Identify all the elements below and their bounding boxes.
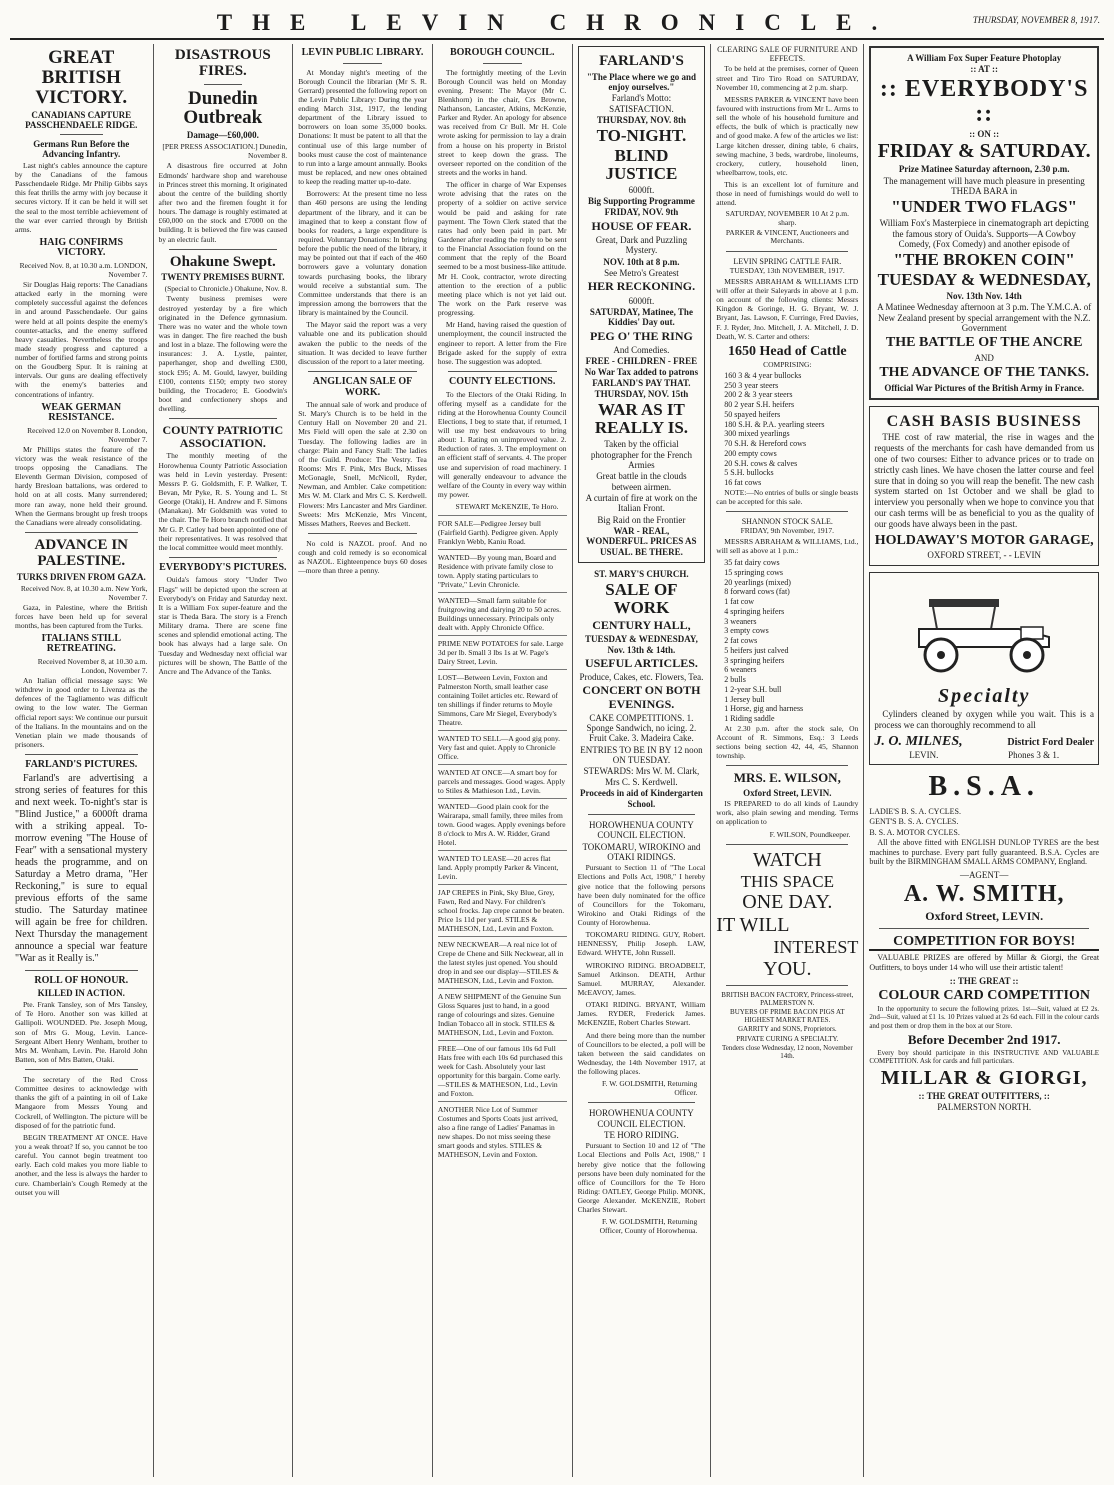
election-text: Pursuant to Section 11 of "The Local Elections and Polls Act, 1908," I hereby give notice that the following persons have been duly nominated for the office of Councillors for the Tokomaru, Wirokino and Otaki Ridings of the County of Horowhenua.	[577, 863, 706, 928]
election-otaki: OTAKI RIDING. BRYANT, William James. RYDER, Frederick James. McKENZIE, Robert Charles Stewart.	[577, 1000, 706, 1028]
ford-phones: Phones 3 & 1.	[1008, 750, 1060, 761]
subhead-turks: TURKS DRIVEN FROM GAZA.	[16, 571, 146, 582]
motor-car-illustration	[899, 581, 1069, 681]
list-item: 2 bulls	[724, 675, 746, 685]
church-title: ST. MARY'S CHURCH.	[594, 568, 689, 579]
advert-spring-cattle-fair	[716, 257, 858, 506]
watch-line: ONE DAY.	[742, 891, 833, 914]
article-turks: Gaza, in Palestine, where the British forces have been held up for several months, has been captured from the Turks.	[15, 602, 148, 630]
list-item: 3 empty cows	[724, 626, 769, 636]
column-6	[711, 44, 864, 1477]
divider	[25, 754, 138, 755]
election-wirokino: WIROKINO RIDING. BROADBELT, Samuel Atkinson. DEATH, Arthur Samuel. MURRAY, Alexander. McEAVOY, James.	[577, 960, 706, 998]
headline-roll: ROLL OF HONOUR.	[34, 974, 129, 986]
list-item: 35 fat dairy cows	[724, 558, 780, 568]
advert-shannon-sale	[716, 517, 858, 760]
article-elections: To the Electors of the Otaki Riding. In offering myself as a candidate for the riding at the Horowhenua County Council Elections, I beg to state that, if returned, I will use my best endeavours to bring about: 1. Rating on unimproved value. 2. Reduction of rates. 3. The employment on an efficient staff of servants. 4. The proper use and supervision of road machinery. I will generally endeavour to advance the welfare of the County in every way within my power.	[437, 389, 567, 500]
divider	[879, 928, 1089, 929]
list-item: 200 2 & 3 year steers	[724, 390, 793, 400]
farlands-motto: Farland's Motto: SATISFACTION.	[609, 93, 674, 114]
article-everybodys: Ouida's famous story "Under Two Flags" will be depicted upon the screen at Everybody's on Friday and Saturday next. It is a William Fox super-feature and the star is Theda Bara. The story is a French Military drama. There are scene fine scenes and splendid emotional acting. The book has always had a large sale. On Tuesday and Wednesday next official war pictures will be shown, The Battle of the Ancre and The Advance of the Tanks.	[158, 575, 288, 676]
divider	[588, 1102, 696, 1103]
column-7	[864, 44, 1104, 1477]
dateline-weak: Received 12.0 on November 8. London, November 7.	[27, 425, 148, 444]
everybodys-days: FRIDAY & SATURDAY.	[877, 140, 1091, 163]
church-produce: Produce, Cakes, etc. Flowers, Tea.	[579, 672, 704, 683]
list-item: 2 fat cows	[724, 636, 758, 646]
misc-notice: PRIVATE CURING A SPECIALTY.	[736, 1034, 839, 1043]
classified-ad: WANTED AT ONCE—A smart boy for parcels and messages. Good wages. Apply to Stiles & Mathieson Ltd., Levin.	[438, 764, 567, 798]
church-dates: TUESDAY & WEDNESDAY, Nov. 13th & 14th.	[585, 634, 698, 655]
headline-elections: COUNTY ELECTIONS.	[449, 376, 556, 387]
holdaway-address: OXFORD STREET, - - LEVIN	[927, 550, 1041, 560]
boys-great: :: THE GREAT ::	[949, 975, 1019, 986]
list-item: 1 fat cow	[724, 597, 755, 607]
dateline-dunedin: [PER PRESS ASSOCIATION.] Dunedin, November 8.	[162, 142, 288, 161]
list-item: 300 mixed yearlings	[724, 429, 790, 439]
divider	[204, 84, 243, 85]
everybodys-ymca: A Matinee Wednesday afternoon at 3 p.m. The Y.M.C.A. of New Zealand present by special arrangement with the N.Z. Government	[877, 302, 1092, 334]
list-item: 5 heifers just calved	[724, 645, 789, 655]
boys-outfitters: :: THE GREAT OUTFITTERS, ::	[918, 1090, 1050, 1101]
article-italians: An Italian official message says: We withdrew in good order to Livenza as the defences of the Tagliamento was difficult owing to the low water. The German official report says: We continue our pursuit of the Italians. In the mountains and on the Venetian plain we made thousands of prisoners.	[15, 675, 148, 749]
list-item: 16 fat cows	[724, 478, 762, 488]
column-4	[433, 44, 573, 1477]
election-title: HOROWHENUA COUNTY COUNCIL ELECTION.	[589, 819, 694, 841]
farlands-curtain: A curtain of fire at work on the Italian Front.	[585, 492, 698, 514]
watch-line: WATCH	[752, 848, 822, 871]
advert-nazol: No cold is NAZOL proof. And no cough and cold remedy is so economical as NAZOL. Eighteenpence buys 60 doses—more than three a penny.	[298, 538, 427, 576]
advert-treatment: BEGIN TREATMENT AT ONCE. Have you a weak throat? If so, you cannot be too careful. You cannot begin treatment too early. Each cold makes you more liable to another, and the less is always the harder to cure. Chamberlain's Cough Remedy at the outset you will	[15, 1132, 148, 1197]
clearing-text-2: MESSRS PARKER & VINCENT have been favoured with instructions from Mr L. Arms to sell the whole of his household furniture and effects, the bulk of which is practically new and of good make. A few of the articles we list: Large kitchen dresser, dining table, 6 chairs, sewing machine, 3 beds, wardrobe, linoleums, crockery, cutlery, household linen, wheelbarrow, tools, etc.	[716, 94, 859, 177]
everybodys-fox: William Fox's Masterpiece in cinematograph art depicting the famous story of Ouida's. Supports—A Cowboy Comedy, (Fox Comedy) and another episode of	[879, 218, 1089, 249]
shannon-text-2: At 2.30 p.m. after the stock sale, On Account of R. Simmons, Esq.: 3 Leeds sections being section 42, 44, 45, Shannon township.	[716, 723, 859, 761]
headline-library: LEVIN PUBLIC LIBRARY.	[301, 47, 424, 58]
clearing-text: To be held at the premises, corner of Queen street and Tiro Tiro Road on SATURDAY, November 10, commencing at 2 p.m. sharp.	[716, 64, 859, 92]
dateline-italians: Received November 8, at 10.30 a.m. London, November 7.	[37, 656, 148, 675]
everybodys-at: :: AT ::	[970, 64, 999, 75]
farlands-reckoning: HER RECKONING.	[587, 279, 696, 294]
article-library-3: The Mayor said the report was a very valuable one and its publication should awaken the public to the needs of the situation. It was decided to leave further discussion of the report to a later meeting.	[298, 320, 427, 366]
church-sale: SALE OF WORK	[605, 580, 678, 618]
everybodys-novdates: Nov. 13th Nov. 14th	[946, 291, 1022, 301]
classified-ad: WANTED—Small farm suitable for fruitgrowing and dairying 20 to 50 acres. Buildings unnecessary. Principals only dealt with. Apply Chronicle Office.	[438, 592, 567, 635]
columns	[10, 44, 1104, 1477]
advert-clearing-sale	[716, 45, 858, 246]
advert-cash-basis	[869, 406, 1099, 567]
classified-ad: WANTED TO SELL—A good gig pony. Very fast and quiet. Apply to Chronicle Office.	[438, 730, 567, 764]
headline-italians: ITALIANS STILL RETREATING.	[41, 632, 122, 655]
ford-contact-row	[874, 750, 1094, 760]
divider	[60, 134, 103, 135]
farlands-thu15: THURSDAY, NOV. 15th	[594, 389, 689, 400]
everybodys-on: :: ON ::	[969, 129, 1000, 140]
church-proceeds: Proceeds in aid of Kindergarten School.	[580, 788, 703, 809]
subhead-canadians: CANADIANS CAPTURE PASSCHENDAELE RIDGE.	[25, 109, 138, 130]
church-concert: CONCERT ON BOTH EVENINGS.	[582, 683, 701, 711]
advert-everybodys	[869, 46, 1099, 400]
subhead-damage: Damage—£60,000.	[186, 130, 259, 141]
advert-watch-space	[716, 850, 858, 981]
shannon-date: FRIDAY, 9th November, 1917.	[740, 526, 835, 536]
farlands-taken: Taken by the official photographer for the French Armies	[590, 439, 693, 470]
ford-town: LEVIN.	[909, 750, 939, 761]
list-item: 20 S.H. cows & calves	[724, 458, 798, 468]
everybodys-matinee: Prize Matinee Saturday afternoon, 2.30 p.m.	[898, 164, 1070, 175]
advert-farlands	[578, 46, 706, 563]
issue-date: THURSDAY, NOVEMBER 8, 1917.	[972, 15, 1100, 25]
church-cake: CAKE COMPETITIONS. 1. Sponge Sandwich, no icing. 2. Fruit Cake. 3. Madeira Cake.	[586, 712, 697, 744]
misc-notice: GARRITY and SONS, Proprietors.	[737, 1025, 837, 1034]
farlands-house-of-fear: HOUSE OF FEAR.	[591, 218, 692, 233]
list-item: 1 Jersey bull	[724, 694, 765, 704]
classified-ad: A NEW SHIPMENT of the Genuine Sun Gloss Squares just to hand, in a good range of colourings and sizes. Genuine Indian Tobacco all in stock. STILES & MATHESON, Ltd., Levin and Foxton.	[438, 988, 567, 1040]
headline-county-patriotic: COUNTY PATRIOTIC ASSOCIATION.	[162, 423, 284, 450]
wilson-name: MRS. E. WILSON,	[733, 770, 841, 786]
farlands-tagline: "The Place where we go and enjoy ourselves."	[586, 71, 696, 92]
boys-title: COMPETITION FOR BOYS!	[869, 934, 1099, 951]
classified-ad: PRIME NEW POTATOES for sale. Large 3d per lb. Small 3 lbs 1s at W. Page's Dairy Street, Levin.	[438, 635, 567, 669]
watch-line: YOU.	[763, 958, 812, 981]
farlands-blind-justice: BLIND JUSTICE	[605, 146, 678, 183]
divider	[588, 814, 696, 815]
headline-dunedin: Dunedin Outbreak	[183, 87, 263, 129]
wilson-text: IS PREPARED to do all kinds of Laundry work, also plain sewing and mending. Terms on application to	[716, 799, 859, 827]
list-item: 4 springing heifers	[724, 606, 785, 616]
signature-mckenzie: STEWART McKENZIE, Te Horo.	[455, 502, 559, 512]
divider	[25, 1069, 138, 1070]
list-item: 1 Riding saddle	[724, 714, 775, 724]
election2-text: Pursuant to Section 10 and 12 of "The Local Elections and Polls Act, 1908," I hereby give notice that the following persons have been duly nominated for the office of Councillors for the Te Horo Riding: OATLEY, George Philip. MONK, George Alexander. McKENZIE, Robert Charles Stewart.	[577, 1141, 706, 1215]
classifieds	[438, 515, 567, 1162]
shannon-title: SHANNON STOCK SALE.	[741, 517, 833, 527]
list-item: 200 empty cows	[724, 448, 777, 458]
everybodys-official: Official War Pictures of the British Army in France.	[884, 382, 1085, 393]
classified-ad: WANTED TO LEASE—20 acres flat land. Apply promptly Parker & Vincent, Levin.	[438, 850, 567, 884]
election2-title: HOROWHENUA COUNTY COUNCIL ELECTION.	[589, 1108, 694, 1129]
boys-before: Before December 2nd 1917.	[907, 1031, 1061, 1047]
farlands-battle: Great battle in the clouds between airmen.	[596, 471, 687, 492]
clearing-signature: PARKER & VINCENT, Auctioneers and Merchants.	[725, 227, 849, 246]
list-item: 15 springing cows	[724, 567, 783, 577]
article-library-2: Borrowers: At the present time no less than 460 persons are using the lending department of the library, and it can be imagined that to keep a constant flow of books for readers, a large expenditure is required. Voluntary Donations: In bringing before the public the need of the library, it may be pointed out that if each of the 460 borrowers gave a voluntary donation towards purchasing books, the library would receive a substantial sum. The Committee understands that there is an impression among the borrowers that the library is maintained by the Council.	[298, 189, 427, 318]
divider	[726, 765, 848, 766]
everybodys-tuewed: TUESDAY & WEDNESDAY,	[877, 270, 1091, 290]
spring-date: TUESDAY, 13th NOVEMBER, 1917.	[729, 266, 845, 276]
bsa-logo-text: B.S.A.	[928, 771, 1040, 803]
everybodys-management: The management will have much pleasure in presenting THEDA BARA in	[883, 175, 1085, 197]
article-victory: Last night's cables announce the capture by the Canadians of the famous Passchendaele Ridge. Mr Philip Gibbs says this feat thrills the army with joy because it secures victory. If it can be held it will set the seal to the most terrible achievement of the war ever carried through by British arms.	[15, 160, 148, 234]
classified-ad: FOR SALE—Pedigree Jersey bull (Fairfield Garth). Pedigree given. Apply Franklyn Webb, Kaniu Road.	[438, 515, 567, 549]
farlands-friday: FRIDAY, NOV. 9th	[604, 207, 679, 218]
column-3	[293, 44, 433, 1477]
boys-text-3: Every boy should participate in this INSTRUCTIVE AND VALUABLE COMPETITION. Ask for cards and full particulars.	[869, 1048, 1100, 1065]
church-hall: CENTURY HALL,	[592, 617, 691, 632]
holdaway-name: HOLDAWAY'S MOTOR GARAGE,	[874, 532, 1094, 548]
divider	[169, 418, 278, 419]
clearing-text-3: This is an excellent lot of furniture and those in need of furnishings would do well to attend.	[716, 180, 859, 208]
everybodys-name: :: EVERYBODY'S ::	[879, 75, 1089, 127]
headline-borough: BOROUGH COUNCIL.	[449, 47, 555, 58]
headline-ohakune: Ohakune Swept.	[169, 253, 276, 270]
classified-ad: FREE—One of our famous 10s 6d Full Hats free with each 10s 6d purchased this week for Cash. Absolutely your last opportunity for this bargain. Come early.—STILES & MATHESON, Ltd., Levin and Foxton.	[438, 1040, 567, 1101]
spring-cattle-count: 1650 Head of Cattle	[728, 343, 847, 359]
classified-ad: LOST—Between Levin, Foxton and Palmerston North, small leather case containing Toilet articles etc. Reward of ten shillings if finder returns to Moyle Simmons, Care Mr Siegel, Everybody's Theatre.	[438, 669, 567, 730]
list-item: 8 forward cows (fat)	[724, 587, 790, 597]
wilson-signature: F. WILSON, Poundkeeper.	[769, 829, 851, 839]
bsa-ladies: LADIE'S B. S. A. CYCLES.	[869, 807, 962, 817]
everybodys-under-two-flags: "UNDER TWO FLAGS"	[891, 197, 1078, 217]
list-item: 250 3 year steers	[724, 380, 779, 390]
divider	[343, 63, 382, 64]
dateline-turks: Received Nov. 8, at 10.30 a.m. New York, November 7.	[20, 583, 148, 602]
smith-name: A. W. SMITH,	[903, 881, 1065, 908]
article-library-1: At Monday night's meeting of the Borough Council the librarian (Mr S. R. Gerrard) presented the following report on the Levin Public Library: During the year ending March 31st, 1917, the lending department of the Library issued to borrowers on loan some 35,000 books. Donations: It must be patent to all that the continual use of this large number of books must cause the cost of maintenance to run into a large amount annually. Books must be replaced, and new ones obtained to keep the reading matter up-to-date.	[298, 67, 427, 187]
farlands-title: FARLAND'S	[599, 53, 684, 69]
classified-ad: JAP CREPES in Pink, Sky Blue, Grey, Fawn, Red and Navy. For children's school frocks. Jap crepe cannot be beaten. Price 1s 11d per yard. STILES & MATHESON, Ltd., Levin and Foxton.	[438, 884, 567, 936]
bsa-motor: B. S. A. MOTOR CYCLES.	[869, 827, 960, 837]
spring-comprising: COMPRISING:	[763, 360, 812, 370]
watch-line: THIS SPACE	[740, 871, 834, 891]
election-tokomaru: TOKOMARU RIDING. GUY, Robert. HENNESSY, Philip Joseph. LAW, Edward. WHYTE, John Russell.	[577, 930, 706, 958]
boys-town: PALMERSTON NORTH.	[937, 1102, 1032, 1113]
farlands-saturday: SATURDAY, Matinee, The Kiddies' Day out.	[589, 306, 693, 328]
column-1	[10, 44, 154, 1477]
farlands-peg: PEG O' THE RING	[590, 328, 693, 343]
list-item: 5 S.H. bullocks	[724, 468, 774, 478]
classified-ad: NEW NECKWEAR—A real nice lot of Crepe de Chene and Silk Neckwear, all in the latest styles just opened. You should drop in and see our display—STILES & MATHESON, Ltd., Levin and Foxton.	[438, 936, 567, 988]
article-borough-2: The officer in charge of War Expenses wrote advising that the rates on the property of a soldier on active service would be paid and asking for rate payment. The Town Clerk stated that the rates had only been paid in part. Mr Gardener after reading the reply to be sent to the Financial Association found on the comment that the reply of the Board seemed to be a most business-like attitude. Mr H. Cook, contractor, wrote directing attention to the erection of a public meeting place which is not yet laid out. The work on the Park reserve was progressing.	[437, 180, 567, 318]
dateline-haig: Received Nov. 8, at 10.30 a.m. LONDON, November 7.	[19, 260, 148, 279]
divider	[308, 371, 417, 372]
notice-election	[578, 820, 706, 1097]
bsa-logo	[869, 771, 1099, 803]
spring-text: MESSRS ABRAHAM & WILLIAMS LTD will offer at their Saleyards in above at 1 p.m. on account of the following clients: Messrs Kingdon & Goringe, H. G. Bryant, W. J. Bryant, Jas. Lawson, F. Curringe, Fred Davies, F. J. Ryder, Jno. Mitchell, J. A. Mitchell, J. D. Death, W. S. Carter and others:	[716, 276, 859, 341]
list-item: 3 springing heifers	[724, 655, 785, 665]
ford-text: Cylinders cleaned by oxygen while you wait. This is a process we can thoroughly recommend to all	[874, 709, 1095, 731]
everybodys-and: AND	[974, 352, 994, 363]
headline-haig: HAIG CONFIRMS VICTORY.	[39, 236, 124, 259]
farlands-house-desc: Great, Dark and Puzzling Mystery.	[595, 234, 688, 256]
classified-ad: WANTED—Good plain cook for the Wairarapa, small family, three miles from town. Good wages. Apply evenings before 8 o'clock to Mrs A. W. Ridder, Grand Hotel.	[438, 798, 567, 850]
farlands-war: WAR AS IT REALLY IS.	[594, 400, 689, 438]
everybodys-presents: A William Fox Super Feature Photoplay	[907, 53, 1062, 63]
ford-dealer: District Ford Dealer	[1007, 737, 1095, 749]
divider	[25, 970, 138, 971]
farlands-thursday: THURSDAY, NOV. 8th	[596, 114, 687, 125]
newspaper-title: THE LEVIN CHRONICLE.	[216, 10, 898, 35]
article-anglican: The annual sale of work and produce of St. Mary's Church is to be held in the Century Hall on November 20 and 21. Mrs Field will open the sale at 2.30 on Tuesday. The following ladies are in charge: Plain and Fancy Stall: The ladies of the Guild. Produce: The Vestry. Tea Rooms: Mrs F. Pink, Mrs Buck, Misses McGonagle, Snell, McNicoll, Ryder, Newman, and Ambler. Cake competition: Mrs W. M. Clark and Mrs C. S. Kerdwell. Flowers: Mrs Lancaster and Mrs Gardiner. Sweets: Mrs McKenzie, Mrs Vincent, Misses Mathers, Reeves and Beckett.	[298, 400, 427, 528]
farlands-supporting: Big Supporting Programme	[588, 196, 695, 207]
list-item: 1 Horse, gig and harness	[724, 704, 804, 714]
watch-line: IT WILL	[716, 914, 790, 937]
bsa-text: All the above fitted with ENGLISH DUNLOP TYRES are the best machines to purchase. Every part fully guaranteed. B.S.A. Cycles are built by the BIRMINGHAM SMALL ARMS COMPANY, England.	[869, 837, 1100, 867]
column-2	[154, 44, 294, 1477]
list-item: 50 spayed heifers	[724, 409, 781, 419]
masthead	[10, 6, 1104, 40]
wilson-address: Oxford Street, LEVIN.	[743, 787, 832, 798]
farlands-wonderful: WAR - REAL, WONDERFUL. PRICES AS USUAL. BE THERE.	[586, 525, 697, 557]
advert-wilson	[716, 771, 858, 838]
article-redcross: The secretary of the Red Cross Committee desires to acknowledge with thanks the gift of a painting in oil of Lake Mangaore from Messrs Young and Cockrell, of Wellington. The picture will be disposed of for the patriotic fund.	[15, 1075, 148, 1130]
misc-notice: Tenders close Wednesday, 12 noon, November 14th.	[721, 1043, 853, 1060]
misc-notice: BUYERS OF PRIME BACON PIGS AT HIGHEST MARKET RATES.	[730, 1008, 845, 1025]
divider	[726, 251, 848, 252]
subhead-twenty: TWENTY PREMISES BURNT.	[161, 272, 285, 283]
classified-ad: ANOTHER Nice Lot of Summer Costumes and Sports Coats just arrived, also a fine range of Ladies' Panamas in new shapes. Do not miss seeing these smart goods and styles. STILES & MATHESON, Levin and Foxton.	[438, 1101, 567, 1162]
farlands-reck-length: 6000ft.	[628, 295, 655, 306]
advert-ford	[869, 572, 1099, 765]
headline-everybodys: EVERYBODY'S PICTURES.	[159, 561, 287, 573]
watch-line: INTEREST	[773, 937, 859, 958]
farlands-blind-length: 6000ft.	[628, 184, 655, 195]
farlands-nov10: NOV. 10th at 8 p.m.	[603, 256, 680, 267]
notice-election-te-horo	[578, 1108, 706, 1235]
headline-anglican: ANGLICAN SALE OF WORK.	[312, 376, 413, 398]
divider	[169, 249, 278, 250]
cash-title: CASH BASIS BUSINESS	[886, 412, 1082, 430]
bsa-agent: —AGENT—	[959, 870, 1009, 881]
advert-church-sale	[578, 569, 706, 809]
election2-riding: TE HORO RIDING.	[604, 1130, 679, 1140]
millar-giorgi: MILLAR & GIORGI,	[880, 1066, 1088, 1089]
dateline-ohakune: (Special to Chronicle.) Ohakune, Nov. 8.	[164, 284, 288, 294]
boys-colour-card: COLOUR CARD COMPETITION	[878, 988, 1090, 1004]
misc-notice: BRITISH BACON FACTORY, Princess-street, PALMERSTON N.	[721, 991, 854, 1008]
list-item: 6 weaners	[724, 665, 757, 675]
election-poll: And there being more than the number of Councillors to be elected, a poll will be taken between the said candidates on Wednesday, the 14th November 1917, at the following places.	[577, 1030, 706, 1077]
classified-ad: WANTED—By young man, Board and Residence with private family close to town. Apply stating particulars to "Private," Levin Chronicle.	[438, 549, 567, 592]
farlands-metro: See Metro's Greatest	[604, 268, 679, 278]
column-5	[573, 44, 712, 1477]
list-item: 20 yearlings (mixed)	[724, 577, 791, 587]
divider	[726, 985, 848, 986]
farlands-free: FREE - CHILDREN - FREE	[585, 356, 698, 367]
church-stewards: STEWARDS: Mrs W. M. Clark, Mrs C. S. Kerdwell.	[583, 766, 700, 787]
list-item: 80 2 year S.H. heifers	[724, 400, 795, 410]
divider	[726, 844, 848, 845]
boys-text: VALUABLE PRIZES are offered by Millar & Giorgi, the Great Outfitters, to boys under 14 who will use their artistic talent!	[869, 953, 1100, 972]
ford-specialty: Specialty	[937, 685, 1031, 708]
farlands-no-tax: No War Tax added to patrons FARLAND'S PAY THAT.	[584, 367, 699, 388]
boys-text-2: In the opportunity to secure the following prizes. 1st—Suit, valued at £2 2s. 2nd—Suit, valued at £1 1s. 10 Prizes valued at 2s 6d each. Fill in the colour cards and post them or drop them in the box at our Store.	[869, 1005, 1100, 1030]
headline-weak-resistance: WEAK GERMAN RESISTANCE.	[41, 401, 122, 424]
list-item: 180 S.H. & P.A. yearling steers	[724, 419, 825, 429]
divider	[308, 533, 417, 534]
article-haig: Sir Douglas Haig reports: The Canadians attacked early in the morning were completely successful against the defences in and around Passchendaele. Our gains were held at all points despite the enemy's counter-attacks, and the enemy suffered heavy casualties. Nevertheless the troops made steady progress and captured a number of fortified farms and strong points on the Goudberg Spur. It is raining at intervals. Our guns are dealing effectively with the enemy's batteries and concentrations of infantry.	[15, 279, 148, 399]
shannon-text: MESSRS ABRAHAM & WILLIAMS, Ltd., will sell as above at 1 p.m.:	[716, 536, 859, 556]
article-county: The monthly meeting of the Horowhenua County Patriotic Association was held in Levin yesterday. Present: Messrs P. G. Goldsmith, F. P. Walker, T. Bevan, Mr Pyke, R. S. Young and L. St George (Otaki), H. Andrew and F. Simons (Manakau). Mr Goldsmith was voted to the chair. The Te Horo branch notified that Mr G. P. Catley had been appointed one of their representatives. It was resolved that the local committee would meet monthly.	[158, 451, 288, 552]
divider	[25, 532, 138, 533]
subhead-germans: Germans Run Before the Advancing Infantry.	[33, 138, 130, 159]
clearing-title: CLEARING SALE OF FURNITURE AND EFFECTS.	[717, 45, 858, 64]
list-item: 1 2-year S.H. bull	[724, 684, 782, 694]
spring-title: LEVIN SPRING CATTLE FAIR.	[733, 256, 842, 266]
spring-list	[716, 371, 858, 488]
article-farland: Farland's are advertising a strong series of features for this and next week. To-night's star is "Blind Justice," a 6000ft drama with a striking appeal. To-morrow evening "The House of Fear" with a sensational mystery heads the programme, and on Saturday a Metro drama, "Her Reckoning," is sure to equal previous efforts of the same studio. The Saturday matinee will again be free for children. Next Thursday the management announce a special war feature "War as it Really is."	[15, 772, 148, 964]
article-ohakune: Twenty business premises were destroyed yesterday by a fire which originated in the Defence gymnasium. There was no water and the whole town was in danger. The fire reached the bush and lost in a blaze. The following were the insurances: J. A. Lystle, painter, paperhanger, shop and dwelling £300, stock £95; A. M. Gould, lawyer, building £100, contents £150; empty two storey building, the Trocadero; E. Goodwin's boot and confectionery shops and dwelling.	[158, 294, 288, 414]
shannon-list	[716, 558, 858, 724]
election-signature: F. W. GOLDSMITH, Returning Officer.	[602, 1079, 698, 1098]
advert-boys-competition	[869, 934, 1099, 1113]
list-item: 3 weaners	[724, 616, 757, 626]
article-weak: Mr Phillips states the feature of the victory was the weak resistance of the troops opposing the Canadians. The Eleventh German Division, composed of hardy Bresloan battalions, was ordered to hold on at all costs. Many surrendered; more ran away, none held their ground. When the Germans brought up fresh troops the Canadians were already consolidating.	[15, 444, 148, 527]
list-item: 70 S.H. & Hereford cows	[724, 439, 807, 449]
farlands-tonight: TO-NIGHT.	[596, 126, 687, 146]
headline-fires: DISASTROUS FIRES.	[174, 47, 271, 79]
farlands-raid: Big Raid on the Frontier	[597, 514, 686, 525]
headline-palestine: ADVANCE IN PALESTINE.	[34, 537, 128, 569]
everybodys-tanks: THE ADVANCE OF THE TANKS.	[879, 365, 1090, 381]
church-useful: USEFUL ARTICLES.	[584, 655, 698, 670]
everybodys-broken-coin: "THE BROKEN COIN"	[893, 250, 1075, 270]
spring-note: NOTE:—No entries of bulls or single beasts can be accepted for this sale.	[716, 487, 859, 506]
bsa-gents: GENT'S B. S. A. CYCLES.	[869, 817, 959, 827]
farlands-comedies: And Comedies.	[613, 344, 670, 355]
election2-signature: F. W. GOLDSMITH, Returning Officer, County of Horowhenua.	[599, 1217, 698, 1236]
article-dunedin: A disastrous fire occurred at John Edmonds' hardware shop and warehouse in Princes street this morning. It originated about the centre of the building shortly after two and the firemen fought it for hours. The damage is roughly estimated at £60,000 on the stock and £7000 on the building. It is believed the fire was caused by an electric fault.	[158, 161, 288, 244]
headline-victory: GREAT BRITISH VICTORY.	[35, 47, 128, 108]
subhead-killed: KILLED IN ACTION.	[37, 988, 125, 999]
advert-bsa	[869, 771, 1099, 923]
article-borough-1: The fortnightly meeting of the Levin Borough Council was held on Monday evening. Present: The Mayor (Mr C. Blenkhorn) in the chair, Crs Browne, Nathanson, Lancaster, Atkins, McKenzie, Parker and Ryder. An apology for absence was received from Cr Bull. Mr H. Cole wrote asking for permission to lay a drain from a house on his property in Bristol street to keep down the grass. The overseer reported on the condition of the streets and the works in hand.	[437, 67, 567, 178]
divider	[726, 511, 848, 512]
election-ridings: TOKOMARU, WIROKINO and OTAKI RIDINGS.	[582, 841, 701, 862]
cash-text: THE cost of raw material, the rise in wages and the requests of the merchants for cash have demanded from us one of two courses: Either to advance prices or to trade on strictly cash lines. We have chosen the latter course and feel sure that in doing so you will reap the benefit. The new cash system started on 1st October and we shall be glad to interview you personally when we hope to convince you that our cash terms will be as beneficial to you as the quality of our goods have always been in the past.	[874, 432, 1095, 529]
clearing-date: SATURDAY, NOVEMBER 10 At 2 p.m. sharp.	[725, 209, 849, 228]
divider	[169, 557, 278, 558]
list-item: 160 3 & 4 year bullocks	[724, 370, 802, 380]
divider	[448, 371, 557, 372]
article-roll: Pte. Frank Tansley, son of Mrs Tansley, of Te Horo. Another son was killed at Gallipoli. WOUNDED. Pte. Joseph Moug, son of Mrs G. Moug, Levin. Lance-Sergeant Albert Henry Wenham, brother to Mrs M. Wenham, Levin. Pte. Harold John Batten, son of Mrs Batten, Otaki.	[15, 1000, 148, 1064]
smith-address: Oxford Street, LEVIN.	[925, 908, 1044, 923]
milnes-name: J. O. MILNES,	[874, 734, 963, 750]
ford-dealer-row	[874, 734, 1094, 750]
everybodys-ancre: THE BATTLE OF THE ANCRE	[885, 335, 1083, 351]
headline-farland: FARLAND'S PICTURES.	[25, 759, 138, 771]
divider	[483, 63, 522, 64]
article-borough-3: Mr Hand, having raised the question of unemployment, the council instructed the engineer to report. A letter from the Fire Brigade asked for the supply of extra hose. The suggestion was adopted.	[437, 320, 567, 366]
church-entries: ENTRIES TO BE IN BY 12 noon ON TUESDAY.	[580, 744, 703, 766]
